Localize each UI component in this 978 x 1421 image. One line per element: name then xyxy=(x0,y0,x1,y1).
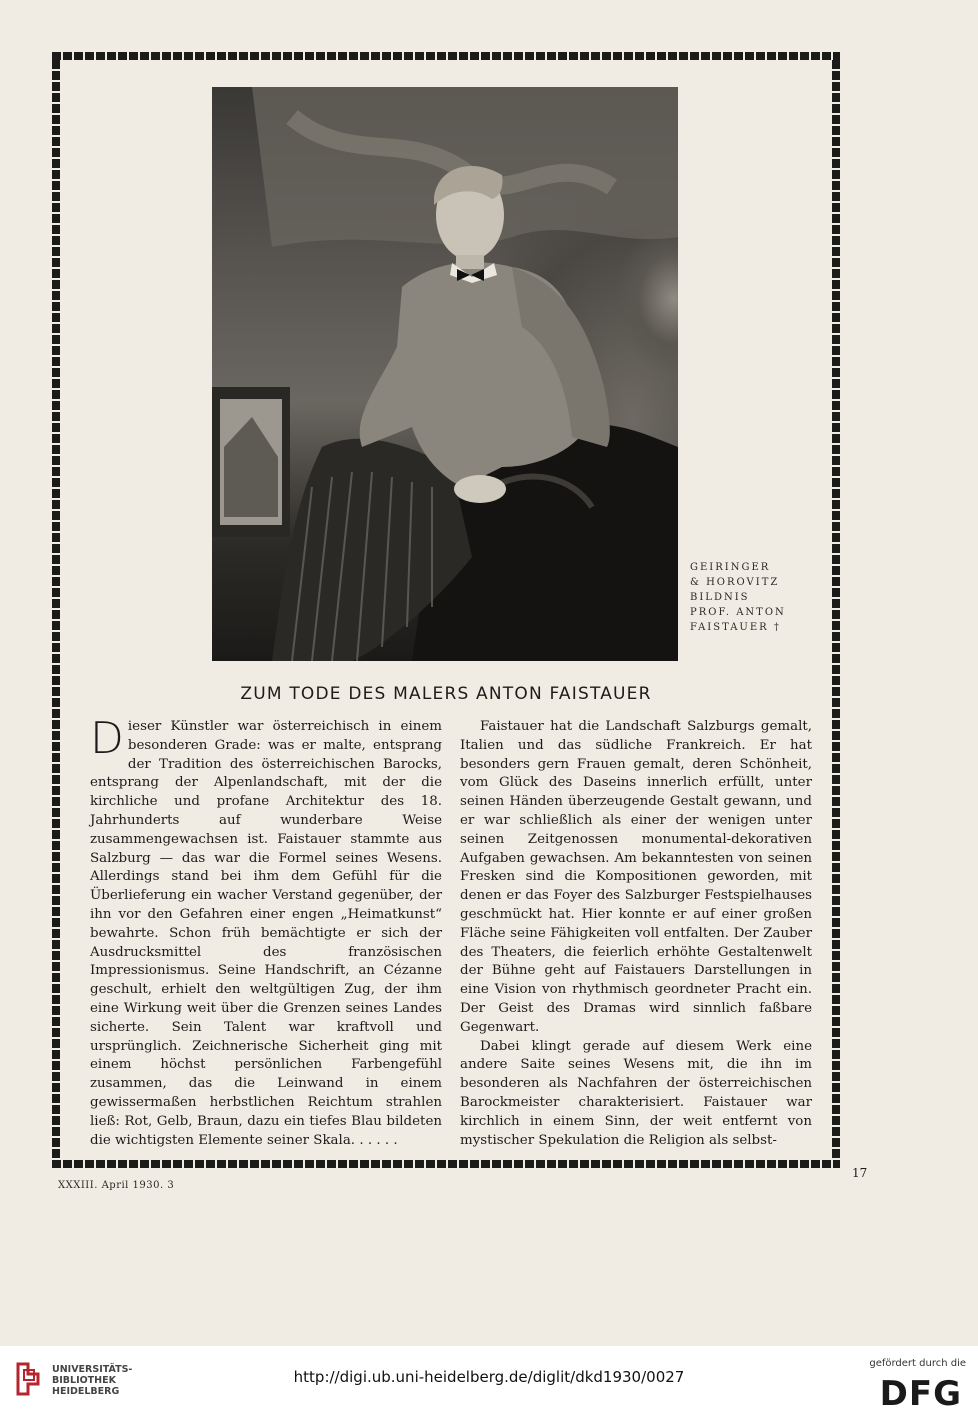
decorative-border-left xyxy=(52,60,60,1160)
article-column-right xyxy=(460,718,812,1150)
library-name-line: BIBLIOTHEK xyxy=(52,1375,116,1386)
article-paragraph xyxy=(90,713,442,1150)
portrait-illustration xyxy=(212,87,678,661)
issue-line: XXXIII. April 1930. 3 xyxy=(58,1180,175,1191)
decorative-border-top xyxy=(52,52,840,60)
drop-cap: D xyxy=(90,713,124,764)
caption-line: FAISTAUER † xyxy=(690,622,781,633)
article-title: ZUM TODE DES MALERS ANTON FAISTAUER xyxy=(240,684,652,704)
article-paragraph: Faistauer hat die Landschaft Salzburgs gemalt, Italien und das südliche Frankreich. Er hat besonders gern Frauen gemalt, deren Schönheit, vom Glück des Daseins innerlich erfüllt, unter seinen Händen überzeugende Gestalt gewann, und er war schließlich als einer der wenigen unter seinen Zeitgenossen monumental-dekorativen Aufgaben gewachsen. Am bekanntesten von seinen Fresken sind die Kompositionen geworden, mit denen er das Foyer des Salzburger Festspielhauses geschmückt hat. Hier konnte er auf einer großen Fläche seine Fähigkeiten voll entfalten. Der Zauber des Theaters, die feierlich erhöhte Gestaltenwelt der Bühne geht auf Faistauers Darstellungen in eine Vision von rhythmisch geordneter Pracht ein. Der Geist des Dramas wird sinnlich faßbare Gegenwart. xyxy=(460,719,812,1035)
dfg-logo: DFG xyxy=(879,1374,962,1414)
article-column-left xyxy=(90,713,442,1150)
caption-line: PROF. ANTON xyxy=(690,607,786,618)
source-url-link[interactable]: http://digi.ub.uni-heidelberg.de/diglit/dkd1930/0027 xyxy=(293,1368,685,1386)
portrait-photograph xyxy=(212,87,678,661)
article-paragraph: Dabei klingt gerade auf diesem Werk eine andere Saite seines Wesens mit, die ihn im besonderen als Nachfahren der österreichischen Barockmeister charakterisiert. Faistauer war kirchlich in einem Sinn, der weit entfernt von mystischer Spekulation die Religion als selbst- xyxy=(460,1038,812,1148)
funded-by-label: gefördert durch die xyxy=(869,1358,966,1369)
caption-line: & HOROVITZ xyxy=(690,577,780,588)
library-name-line: HEIDELBERG xyxy=(52,1386,120,1397)
digitization-footer xyxy=(0,1346,978,1421)
caption-line: BILDNIS xyxy=(690,592,750,603)
decorative-border-bottom xyxy=(52,1160,840,1168)
library-name-line: UNIVERSITÄTS- xyxy=(52,1364,133,1375)
decorative-border-right xyxy=(832,60,840,1160)
caption-line: GEIRINGER xyxy=(690,562,771,573)
paragraph-text: ieser Künstler war österreichisch in einem besonderen Grade: was er malte, entsprang der Tradition des österreichischen Barocks, entsprang der Alpenlandschaft, mit der die kirchliche und profane Architektur des 18. Jahrhunderts auf wunderbare Weise zusammengewachsen ist. Faistauer stammte aus Salzburg — das war die Formel seines Wesens. Allerdings stand bei ihm dem Gefühl für die Überlieferung ein wacher Verstand gegenüber, der ihn vor den Gefahren einer engen „Heimatkunst“ bewahrte. Schon früh bemächtigte er sich der Ausdrucksmittel des französischen Impressionismus. Seine Handschrift, an Cézanne geschult, erhielt den weltgültigen Zug, der ihm eine Wirkung weit über die Grenzen seines Landes sicherte. Sein Talent war kraftvoll und ursprünglich. Zeichnerische Sicherheit ging mit einem höchst persönlichen Farbengefühl zusammen, das die Leinwand in einem gewissermaßen herbstlichen Reichtum strahlen ließ: Rot, Gelb, Braun, dazu ein tiefes Blau bildeten die wichtigsten Elemente seiner Skala. . . . . . xyxy=(90,719,442,1148)
photo-caption xyxy=(690,560,790,635)
page-number: 17 xyxy=(852,1166,868,1180)
